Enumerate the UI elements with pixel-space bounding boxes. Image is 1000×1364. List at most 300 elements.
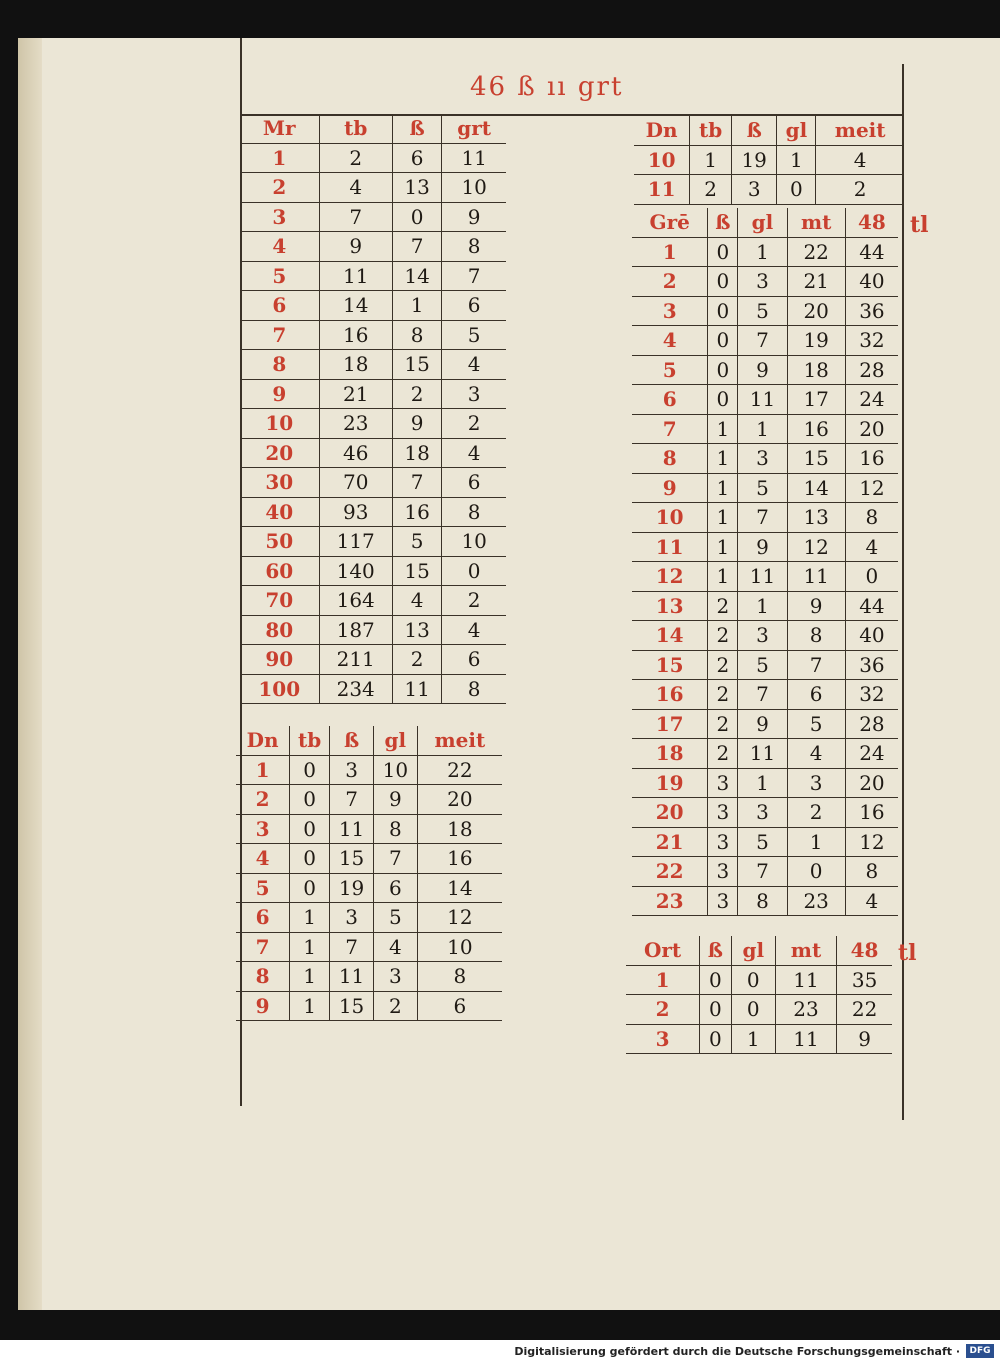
- row-key-cell: 11: [634, 175, 690, 205]
- value-cell: 15: [787, 444, 845, 474]
- table-row: [632, 296, 898, 326]
- value-cell: 2: [442, 586, 506, 616]
- table-row: [240, 409, 506, 439]
- value-cell: 20: [787, 296, 845, 326]
- value-cell: 18: [787, 355, 845, 385]
- value-cell: 14: [392, 261, 441, 291]
- value-cell: 40: [845, 267, 898, 297]
- column-header: Dn: [634, 116, 690, 145]
- table-row: [632, 562, 898, 592]
- value-cell: 1: [392, 291, 441, 321]
- table-header-row: [236, 726, 502, 755]
- value-cell: 4: [816, 145, 904, 175]
- value-cell: 36: [845, 650, 898, 680]
- column-header: Grē: [632, 208, 708, 237]
- row-key-cell: 100: [240, 674, 319, 704]
- row-key-cell: 5: [632, 355, 708, 385]
- value-cell: 22: [787, 237, 845, 267]
- value-cell: 8: [417, 962, 502, 992]
- column-header: 48: [837, 936, 892, 965]
- value-cell: 0: [290, 785, 330, 815]
- row-key-cell: 5: [240, 261, 319, 291]
- table-row: [632, 768, 898, 798]
- table-row: [240, 645, 506, 675]
- value-cell: 23: [775, 995, 836, 1025]
- value-cell: 4: [845, 886, 898, 916]
- value-cell: 10: [373, 755, 417, 785]
- value-cell: 4: [442, 438, 506, 468]
- value-cell: 7: [330, 932, 374, 962]
- value-cell: 13: [787, 503, 845, 533]
- value-cell: 8: [845, 503, 898, 533]
- row-key-cell: 6: [632, 385, 708, 415]
- value-cell: 1: [290, 962, 330, 992]
- value-cell: 4: [845, 532, 898, 562]
- value-cell: 3: [330, 755, 374, 785]
- value-cell: 12: [845, 827, 898, 857]
- value-cell: 0: [708, 296, 738, 326]
- value-cell: 0: [708, 267, 738, 297]
- value-cell: 1: [290, 932, 330, 962]
- row-key-cell: 5: [236, 873, 290, 903]
- table-header-row: [626, 936, 892, 965]
- table-row: [632, 444, 898, 474]
- value-cell: 24: [845, 385, 898, 415]
- value-cell: 3: [738, 267, 787, 297]
- value-cell: 15: [392, 350, 441, 380]
- value-cell: 1: [731, 1024, 775, 1054]
- value-cell: 36: [845, 296, 898, 326]
- value-cell: 9: [787, 591, 845, 621]
- value-cell: 3: [708, 827, 738, 857]
- row-key-cell: 12: [632, 562, 708, 592]
- row-key-cell: 19: [632, 768, 708, 798]
- row-key-cell: 10: [240, 409, 319, 439]
- value-cell: 12: [417, 903, 502, 933]
- value-cell: 19: [787, 326, 845, 356]
- value-cell: 13: [392, 615, 441, 645]
- table-row: [236, 814, 502, 844]
- value-cell: 11: [319, 261, 392, 291]
- table-row: [240, 350, 506, 380]
- column-header: Dn: [236, 726, 290, 755]
- column-header: meit: [816, 116, 904, 145]
- column-header: gl: [373, 726, 417, 755]
- row-key-cell: 60: [240, 556, 319, 586]
- row-key-cell: 2: [626, 995, 700, 1025]
- footer-bar: [0, 1340, 1000, 1364]
- value-cell: 3: [708, 768, 738, 798]
- value-cell: 7: [373, 844, 417, 874]
- value-cell: 5: [392, 527, 441, 557]
- row-key-cell: 20: [240, 438, 319, 468]
- column-header: 48: [845, 208, 898, 237]
- value-cell: 11: [330, 962, 374, 992]
- value-cell: 21: [319, 379, 392, 409]
- column-header: tb: [690, 116, 732, 145]
- row-key-cell: 15: [632, 650, 708, 680]
- value-cell: 2: [373, 991, 417, 1021]
- table-row: [236, 844, 502, 874]
- value-cell: 7: [738, 857, 787, 887]
- value-cell: 6: [442, 468, 506, 498]
- value-cell: 3: [708, 798, 738, 828]
- table-row: [632, 326, 898, 356]
- value-cell: 9: [319, 232, 392, 262]
- value-cell: 46: [319, 438, 392, 468]
- column-header: mt: [775, 936, 836, 965]
- row-key-cell: 1: [626, 965, 700, 995]
- row-key-cell: 1: [240, 143, 319, 173]
- column-header: gl: [738, 208, 787, 237]
- value-cell: 8: [787, 621, 845, 651]
- table-row: [632, 503, 898, 533]
- value-cell: 2: [392, 645, 441, 675]
- value-cell: 187: [319, 615, 392, 645]
- side-label-gran: tl: [910, 212, 929, 238]
- value-cell: 13: [392, 173, 441, 203]
- value-cell: 24: [845, 739, 898, 769]
- row-key-cell: 8: [632, 444, 708, 474]
- value-cell: 40: [845, 621, 898, 651]
- table-row: [632, 680, 898, 710]
- value-cell: 5: [738, 473, 787, 503]
- value-cell: 8: [392, 320, 441, 350]
- value-cell: 0: [290, 755, 330, 785]
- value-cell: 7: [330, 785, 374, 815]
- value-cell: 4: [319, 173, 392, 203]
- row-key-cell: 40: [240, 497, 319, 527]
- value-cell: 5: [738, 296, 787, 326]
- value-cell: 7: [392, 232, 441, 262]
- table-row: [632, 886, 898, 916]
- row-key-cell: 3: [632, 296, 708, 326]
- value-cell: 1: [290, 991, 330, 1021]
- table-days-continued: [634, 116, 904, 205]
- side-label-ort: tl: [898, 940, 917, 966]
- value-cell: 28: [845, 709, 898, 739]
- table-row: [632, 739, 898, 769]
- value-cell: 3: [330, 903, 374, 933]
- value-cell: 2: [708, 621, 738, 651]
- value-cell: 7: [319, 202, 392, 232]
- value-cell: 5: [787, 709, 845, 739]
- table-row: [626, 995, 892, 1025]
- value-cell: 0: [708, 237, 738, 267]
- value-cell: 16: [787, 414, 845, 444]
- table-row: [240, 438, 506, 468]
- value-cell: 9: [738, 532, 787, 562]
- value-cell: 1: [708, 532, 738, 562]
- table-row: [632, 827, 898, 857]
- column-header: ß: [330, 726, 374, 755]
- value-cell: 32: [845, 680, 898, 710]
- value-cell: 3: [738, 621, 787, 651]
- value-cell: 3: [708, 886, 738, 916]
- value-cell: 18: [417, 814, 502, 844]
- value-cell: 0: [708, 355, 738, 385]
- value-cell: 93: [319, 497, 392, 527]
- column-header: ß: [731, 116, 777, 145]
- value-cell: 9: [837, 1024, 892, 1054]
- row-key-cell: 30: [240, 468, 319, 498]
- value-cell: 0: [700, 1024, 732, 1054]
- value-cell: 22: [837, 995, 892, 1025]
- table-row: [240, 232, 506, 262]
- row-key-cell: 3: [626, 1024, 700, 1054]
- value-cell: 7: [738, 326, 787, 356]
- column-header: ß: [708, 208, 738, 237]
- table-row: [626, 965, 892, 995]
- value-cell: 9: [442, 202, 506, 232]
- row-key-cell: 8: [240, 350, 319, 380]
- table-row: [632, 473, 898, 503]
- table-row: [632, 355, 898, 385]
- column-header: gl: [777, 116, 816, 145]
- value-cell: 7: [392, 468, 441, 498]
- table-row: [634, 145, 904, 175]
- value-cell: 6: [373, 873, 417, 903]
- value-cell: 0: [708, 326, 738, 356]
- table-row: [240, 586, 506, 616]
- value-cell: 1: [738, 768, 787, 798]
- value-cell: 18: [392, 438, 441, 468]
- value-cell: 9: [738, 355, 787, 385]
- value-cell: 17: [787, 385, 845, 415]
- value-cell: 21: [787, 267, 845, 297]
- value-cell: 1: [708, 414, 738, 444]
- table-row: [236, 785, 502, 815]
- value-cell: 6: [442, 291, 506, 321]
- value-cell: 0: [708, 385, 738, 415]
- value-cell: 1: [738, 414, 787, 444]
- row-key-cell: 6: [240, 291, 319, 321]
- value-cell: 0: [787, 857, 845, 887]
- value-cell: 5: [442, 320, 506, 350]
- row-key-cell: 10: [632, 503, 708, 533]
- row-key-cell: 9: [240, 379, 319, 409]
- value-cell: 15: [330, 844, 374, 874]
- value-cell: 11: [738, 739, 787, 769]
- value-cell: 7: [738, 680, 787, 710]
- value-cell: 5: [738, 827, 787, 857]
- column-header: tb: [290, 726, 330, 755]
- table-row: [632, 267, 898, 297]
- row-key-cell: 21: [632, 827, 708, 857]
- value-cell: 2: [708, 680, 738, 710]
- row-key-cell: 2: [236, 785, 290, 815]
- value-cell: 234: [319, 674, 392, 704]
- value-cell: 3: [373, 962, 417, 992]
- table-row: [632, 532, 898, 562]
- dfg-logo: DFG: [966, 1344, 994, 1358]
- value-cell: 6: [787, 680, 845, 710]
- value-cell: 0: [392, 202, 441, 232]
- value-cell: 5: [373, 903, 417, 933]
- column-header: ß: [392, 114, 441, 143]
- value-cell: 12: [787, 532, 845, 562]
- value-cell: 15: [330, 991, 374, 1021]
- row-key-cell: 20: [632, 798, 708, 828]
- table-row: [236, 903, 502, 933]
- row-key-cell: 4: [240, 232, 319, 262]
- row-key-cell: 17: [632, 709, 708, 739]
- value-cell: 3: [738, 444, 787, 474]
- table-row: [236, 932, 502, 962]
- table-row: [626, 1024, 892, 1054]
- row-key-cell: 9: [236, 991, 290, 1021]
- value-cell: 0: [700, 995, 732, 1025]
- value-cell: 11: [738, 385, 787, 415]
- table-row: [240, 379, 506, 409]
- row-key-cell: 1: [632, 237, 708, 267]
- row-key-cell: 3: [240, 202, 319, 232]
- value-cell: 14: [417, 873, 502, 903]
- value-cell: 28: [845, 355, 898, 385]
- footer-text: Digitalisierung gefördert durch die Deutsche Forschungsgemeinschaft ·: [514, 1345, 960, 1358]
- value-cell: 8: [373, 814, 417, 844]
- value-cell: 7: [442, 261, 506, 291]
- row-key-cell: 23: [632, 886, 708, 916]
- table-row: [236, 755, 502, 785]
- row-key-cell: 6: [236, 903, 290, 933]
- value-cell: 0: [700, 965, 732, 995]
- value-cell: 14: [787, 473, 845, 503]
- table-header-row: [634, 116, 904, 145]
- table-row: [240, 261, 506, 291]
- value-cell: 6: [417, 991, 502, 1021]
- table-row: [632, 709, 898, 739]
- value-cell: 2: [392, 379, 441, 409]
- table-header-row: [632, 208, 898, 237]
- value-cell: 7: [738, 503, 787, 533]
- value-cell: 0: [290, 814, 330, 844]
- value-cell: 22: [417, 755, 502, 785]
- value-cell: 4: [373, 932, 417, 962]
- value-cell: 11: [775, 965, 836, 995]
- table-row: [632, 798, 898, 828]
- value-cell: 16: [845, 798, 898, 828]
- value-cell: 10: [442, 527, 506, 557]
- value-cell: 4: [442, 615, 506, 645]
- value-cell: 0: [777, 175, 816, 205]
- column-header: Mr: [240, 114, 319, 143]
- value-cell: 19: [731, 145, 777, 175]
- table-gran: [632, 208, 898, 916]
- column-header: ß: [700, 936, 732, 965]
- value-cell: 4: [787, 739, 845, 769]
- value-cell: 1: [738, 237, 787, 267]
- row-key-cell: 80: [240, 615, 319, 645]
- value-cell: 1: [777, 145, 816, 175]
- table-row: [240, 674, 506, 704]
- column-header: Ort: [626, 936, 700, 965]
- value-cell: 18: [319, 350, 392, 380]
- value-cell: 10: [442, 173, 506, 203]
- value-cell: 70: [319, 468, 392, 498]
- table-row: [240, 320, 506, 350]
- row-key-cell: 14: [632, 621, 708, 651]
- value-cell: 20: [417, 785, 502, 815]
- value-cell: 11: [787, 562, 845, 592]
- table-row: [632, 621, 898, 651]
- value-cell: 3: [787, 768, 845, 798]
- value-cell: 12: [845, 473, 898, 503]
- value-cell: 1: [708, 503, 738, 533]
- table-row: [240, 202, 506, 232]
- table-days: [236, 726, 502, 1021]
- value-cell: 1: [708, 562, 738, 592]
- value-cell: 11: [738, 562, 787, 592]
- row-key-cell: 18: [632, 739, 708, 769]
- value-cell: 140: [319, 556, 392, 586]
- value-cell: 2: [708, 591, 738, 621]
- column-header: mt: [787, 208, 845, 237]
- value-cell: 6: [392, 143, 441, 173]
- value-cell: 8: [738, 886, 787, 916]
- value-cell: 20: [845, 414, 898, 444]
- value-cell: 10: [417, 932, 502, 962]
- table-row: [240, 497, 506, 527]
- row-key-cell: 13: [632, 591, 708, 621]
- value-cell: 9: [738, 709, 787, 739]
- value-cell: 19: [330, 873, 374, 903]
- value-cell: 15: [392, 556, 441, 586]
- value-cell: 8: [442, 232, 506, 262]
- table-row: [240, 556, 506, 586]
- value-cell: 2: [690, 175, 732, 205]
- value-cell: 16: [845, 444, 898, 474]
- row-key-cell: 7: [632, 414, 708, 444]
- column-header: tb: [319, 114, 392, 143]
- value-cell: 9: [373, 785, 417, 815]
- row-key-cell: 16: [632, 680, 708, 710]
- value-cell: 4: [442, 350, 506, 380]
- row-key-cell: 70: [240, 586, 319, 616]
- value-cell: 3: [731, 175, 777, 205]
- table-ort: [626, 936, 892, 1054]
- value-cell: 2: [787, 798, 845, 828]
- value-cell: 44: [845, 237, 898, 267]
- table-row: [236, 962, 502, 992]
- row-key-cell: 7: [240, 320, 319, 350]
- value-cell: 3: [738, 798, 787, 828]
- value-cell: 23: [319, 409, 392, 439]
- value-cell: 0: [442, 556, 506, 586]
- row-key-cell: 22: [632, 857, 708, 887]
- value-cell: 0: [845, 562, 898, 592]
- value-cell: 1: [738, 591, 787, 621]
- column-header: grt: [442, 114, 506, 143]
- value-cell: 8: [442, 497, 506, 527]
- value-cell: 1: [690, 145, 732, 175]
- row-key-cell: 10: [634, 145, 690, 175]
- value-cell: 35: [837, 965, 892, 995]
- value-cell: 164: [319, 586, 392, 616]
- row-key-cell: 8: [236, 962, 290, 992]
- value-cell: 2: [708, 709, 738, 739]
- table-row: [632, 650, 898, 680]
- value-cell: 2: [442, 409, 506, 439]
- table-row: [240, 615, 506, 645]
- value-cell: 23: [787, 886, 845, 916]
- row-key-cell: 1: [236, 755, 290, 785]
- value-cell: 32: [845, 326, 898, 356]
- value-cell: 1: [708, 473, 738, 503]
- table-row: [632, 591, 898, 621]
- column-header: gl: [731, 936, 775, 965]
- value-cell: 0: [290, 844, 330, 874]
